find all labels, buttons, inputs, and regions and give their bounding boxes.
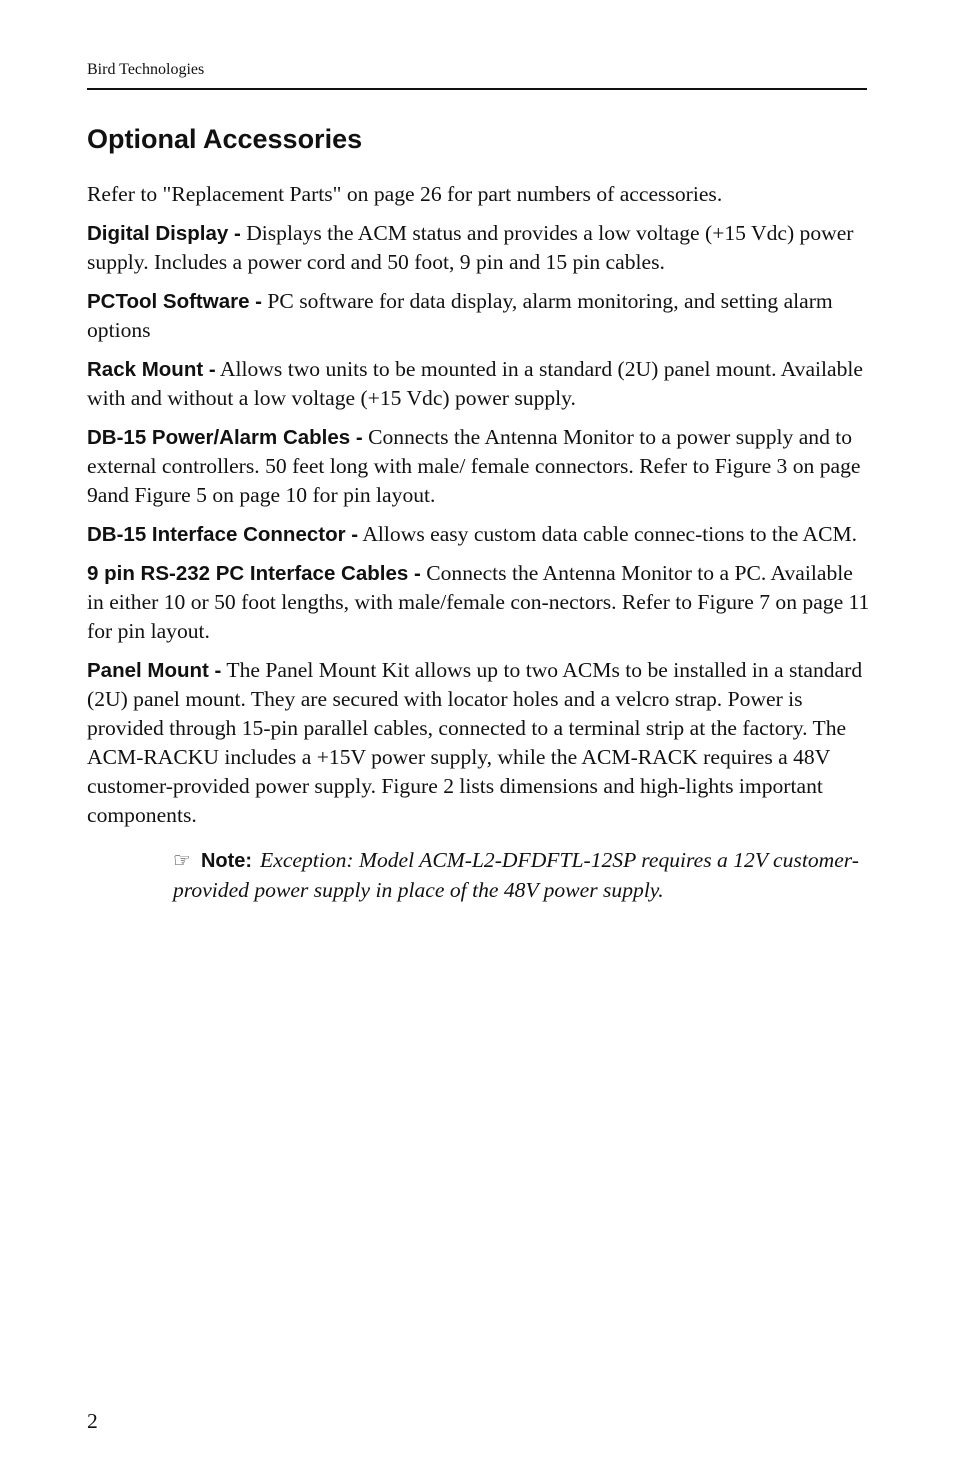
accessory-description: Allows easy custom data cable connec-tions to the ACM. bbox=[362, 522, 858, 546]
note-label: Note: bbox=[200, 850, 253, 872]
accessory-item bbox=[87, 287, 872, 345]
accessory-description: Connects the Antenna Monitor to a power supply and to external controllers. 50 feet long with male/ female connectors. Refer to Figure 3 on page 9and Figure 5 on page 10 for pin layout. bbox=[87, 425, 861, 507]
accessory-item bbox=[87, 559, 872, 646]
accessory-term: Panel Mount - bbox=[87, 659, 222, 682]
pointing-hand-icon: ☞ bbox=[173, 848, 191, 872]
accessory-term: Digital Display - bbox=[87, 222, 241, 245]
main-content bbox=[87, 120, 872, 905]
page-number: 2 bbox=[87, 1409, 98, 1433]
accessory-item bbox=[87, 520, 872, 549]
accessory-item bbox=[87, 355, 872, 413]
intro-paragraph: Refer to "Replacement Parts" on page 26 for part numbers of accessories. bbox=[87, 182, 723, 206]
accessory-description: PC software for data display, alarm monitoring, and setting alarm options bbox=[87, 289, 833, 342]
accessory-term: DB-15 Interface Connector - bbox=[87, 523, 359, 546]
accessory-term: PCTool Software - bbox=[87, 290, 263, 313]
accessory-term: Rack Mount - bbox=[87, 358, 216, 381]
accessory-item bbox=[87, 219, 872, 277]
accessory-description: Allows two units to be mounted in a standard (2U) panel mount. Available with and without a low voltage (+15 Vdc) power supply. bbox=[87, 357, 864, 410]
page-header bbox=[87, 60, 867, 90]
accessory-description: Connects the Antenna Monitor to a PC. Available in either 10 or 50 foot lengths, with male/female con-nectors. Refer to Figure 7 on page 11 for pin layout. bbox=[87, 561, 870, 643]
accessory-description: Displays the ACM status and provides a low voltage (+15 Vdc) power supply. Includes a power cord and 50 foot, 9 pin and 15 pin cables. bbox=[87, 221, 854, 274]
note-text: Exception: Model ACM-L2-DFDFTL-12SP requires a 12V customer-provided power supply in place of the 48V power supply. bbox=[173, 848, 859, 902]
accessory-item bbox=[87, 423, 872, 510]
note-block bbox=[173, 846, 872, 905]
accessory-term: 9 pin RS-232 PC Interface Cables - bbox=[87, 562, 421, 585]
accessory-description: The Panel Mount Kit allows up to two ACMs to be installed in a standard (2U) panel mount. They are secured with locator holes and a velcro strap. Power is provided through 15-pin parallel cables, connected to a terminal strip at the factory. The ACM-RACKU includes a +15V power supply, while the ACM-RACK requires a 48V customer-provided power supply. Figure 2 lists dimensions and high-lights important components. bbox=[87, 658, 863, 827]
accessory-term: DB-15 Power/Alarm Cables - bbox=[87, 426, 363, 449]
section-title: Optional Accessories bbox=[87, 124, 363, 154]
accessory-item bbox=[87, 656, 872, 830]
header-brand: Bird Technologies bbox=[87, 61, 205, 78]
